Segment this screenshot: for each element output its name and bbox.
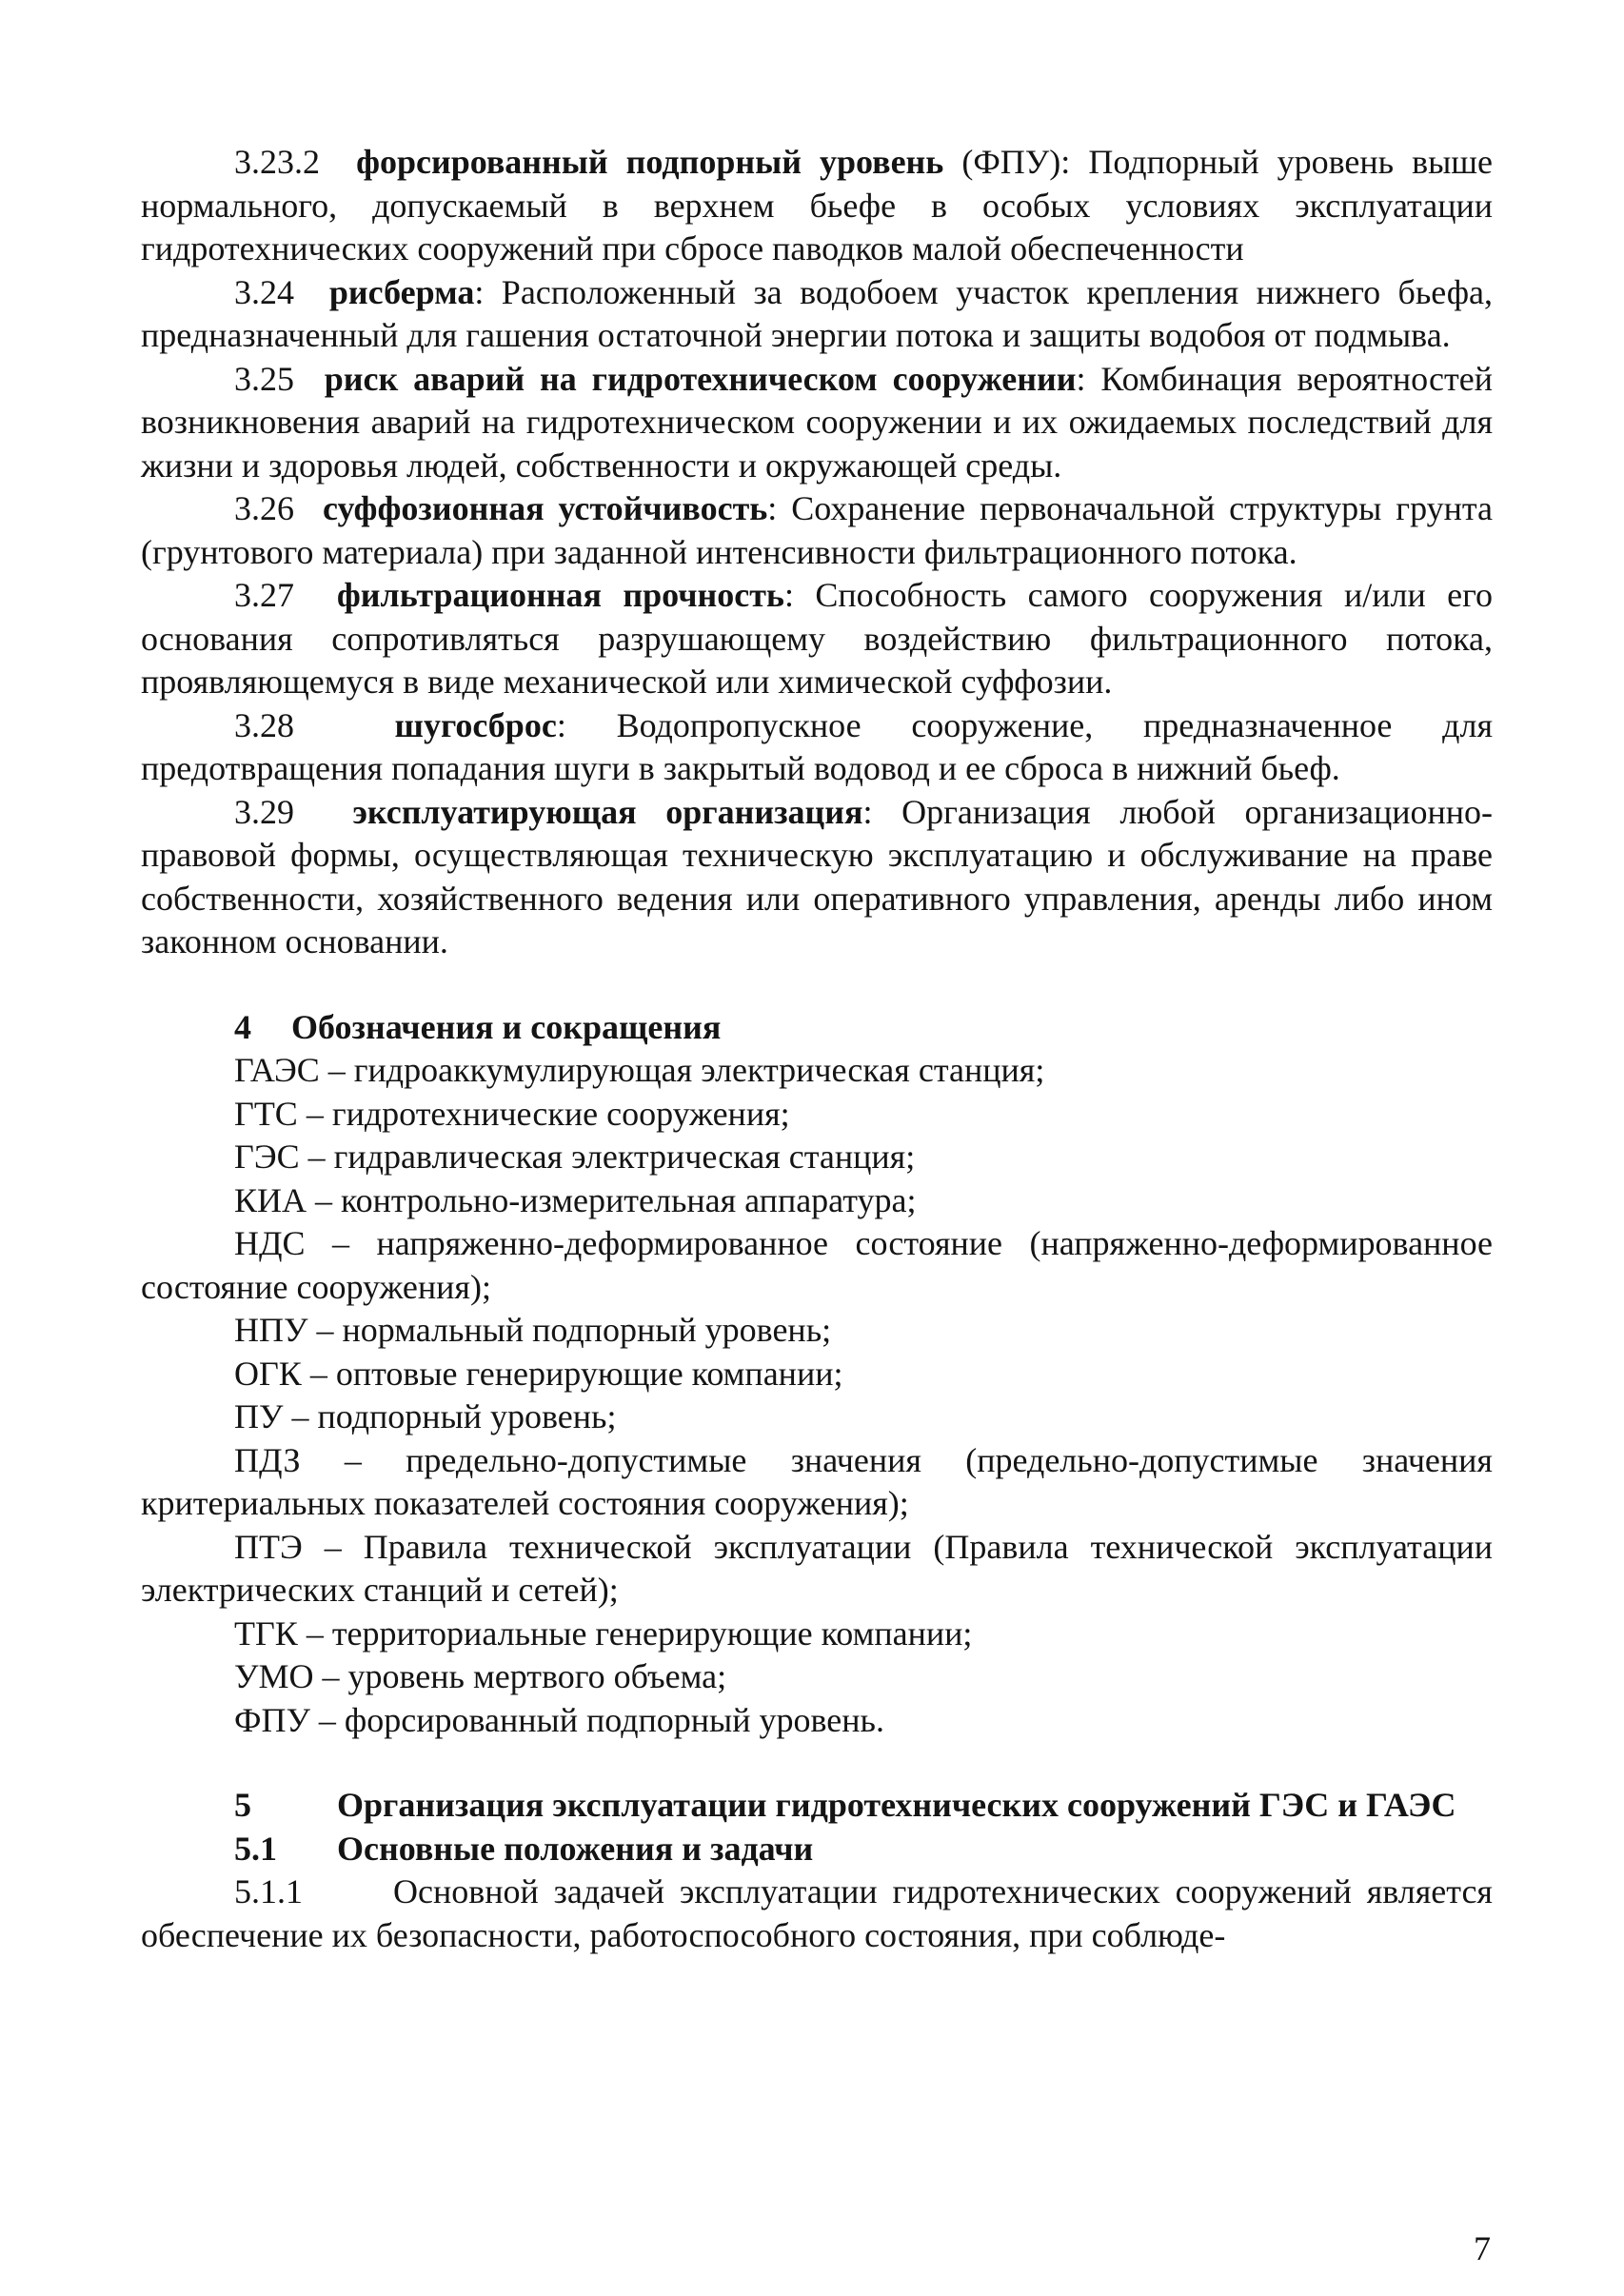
definition-text: : Организация любой организационно-правовой формы, осуществляющая техническую эксплуатацию и обслуживание на праве собственности, хозяйственного ведения или оперативного управления, аренды либо ином законном основании.: [141, 792, 1494, 960]
definition-text: : Расположенный за водобоем участок крепления нижнего бьефа, предназначенный для гашения остаточной энергии потока и защиты водобоя от подмыва.: [141, 272, 1494, 354]
section-5-heading: [141, 1784, 1493, 1828]
term: форсированный подпорный уровень: [356, 143, 944, 181]
term: эксплуатирующая организация: [352, 792, 863, 831]
clause-number: 3.26: [234, 489, 294, 527]
abbreviation-item: ГЭС – гидравлическая электрическая станция;: [234, 1138, 916, 1176]
term: риск аварий на гидротехническом сооружении: [324, 359, 1077, 398]
definition-3-25: [141, 358, 1493, 488]
abbreviation-item: ПУ – подпорный уровень;: [234, 1397, 617, 1435]
abbreviation-item: ГАЭС – гидроаккумулирующая электрическая станция;: [234, 1051, 1045, 1089]
clause-number: 3.25: [234, 359, 294, 398]
definition-3-28: [141, 704, 1493, 791]
text-column: [141, 141, 1493, 1957]
section-4-heading: [141, 1006, 1493, 1050]
definition-text: : Сохранение первоначальной структуры грунта (грунтового материала) при заданной интенсивности фильтрационного потока.: [141, 489, 1494, 571]
abbreviation-item: НПУ – нормальный подпорный уровень;: [234, 1311, 832, 1349]
abbreviation-item: КИА – контрольно-измерительная аппаратура;: [234, 1180, 917, 1219]
term: фильтрационная прочность: [336, 576, 784, 614]
definition-3-26: [141, 487, 1493, 574]
section-title: Обозначения и сокращения: [291, 1007, 722, 1046]
subsection-5-1-heading: [141, 1828, 1493, 1871]
section-title: Организация эксплуатации гидротехнических сооружений ГЭС и ГАЭС: [337, 1786, 1456, 1824]
clause-number: 3.29: [234, 792, 294, 831]
abbreviation-item: ФПУ – форсированный подпорный уровень.: [234, 1700, 884, 1739]
section-number: 4: [234, 1007, 251, 1046]
term: рисберма: [328, 272, 475, 311]
definition-text: : Водопропускное сооружение, предназначенное для предотвращения попадания шуги в закрытый водовод и ее сброса в нижний бьеф.: [141, 705, 1494, 787]
clause-number: 5.1.1: [234, 1872, 303, 1910]
paragraph-text: Основной задачей эксплуатации гидротехнических сооружений является обеспечение их безопасности, работоспособного состояния, при соблюде-: [141, 1872, 1493, 1954]
definition-3-23-2: [141, 141, 1493, 271]
definition-3-24: [141, 271, 1493, 358]
abbreviation-item: УМО – уровень мертвого объема;: [234, 1657, 727, 1695]
term: суффозионная устойчивость: [322, 489, 768, 527]
clause-number: 3.23.2: [234, 143, 320, 181]
definition-text: (ФПУ): Подпорный уровень выше нормального, допускаемый в верхнем бьефе в особых условиях эксплуатации гидротехнических сооружений при сбросе паводков малой обеспеченности: [141, 143, 1493, 267]
clause-number: 3.24: [234, 272, 294, 311]
abbreviation-item: ПДЗ – предельно-допустимые значения (предельно-допустимые значения критериальных показателей состояния сооружения);: [141, 1440, 1493, 1522]
paragraph-5-1-1: [141, 1870, 1493, 1957]
page-number: 7: [1474, 2229, 1491, 2267]
clause-number: 3.27: [234, 576, 294, 614]
definition-3-29: [141, 791, 1493, 964]
abbreviation-item: ПТЭ – Правила технической эксплуатации (Правила технической эксплуатации электрических станций и сетей);: [141, 1527, 1493, 1609]
definition-text: : Комбинация вероятностей возникновения аварий на гидротехническом сооружении и их ожидаемых последствий для жизни и здоровья людей, собственности и окружающей среды.: [141, 359, 1493, 485]
section-number: 5: [234, 1786, 251, 1824]
abbreviation-item: ТГК – территориальные генерирующие компании;: [234, 1613, 973, 1653]
subsection-title: Основные положения и задачи: [337, 1829, 814, 1868]
definition-3-27: [141, 574, 1493, 704]
abbreviation-item: ГТС – гидротехнические сооружения;: [234, 1094, 790, 1133]
definition-text: : Способность самого сооружения и/или его основания сопротивляться разрушающему воздействию фильтрационного потока, проявляющемуся в виде механической или химической суффозии.: [141, 576, 1494, 701]
abbreviation-item: НДС – напряженно-деформированное состояние (напряженно-деформированное состояние сооружения);: [141, 1224, 1493, 1306]
term: шугосброс: [394, 705, 557, 744]
abbreviation-item: ОГК – оптовые генерирующие компании;: [234, 1354, 843, 1393]
clause-number: 3.28: [234, 705, 294, 744]
subsection-number: 5.1: [234, 1829, 277, 1868]
